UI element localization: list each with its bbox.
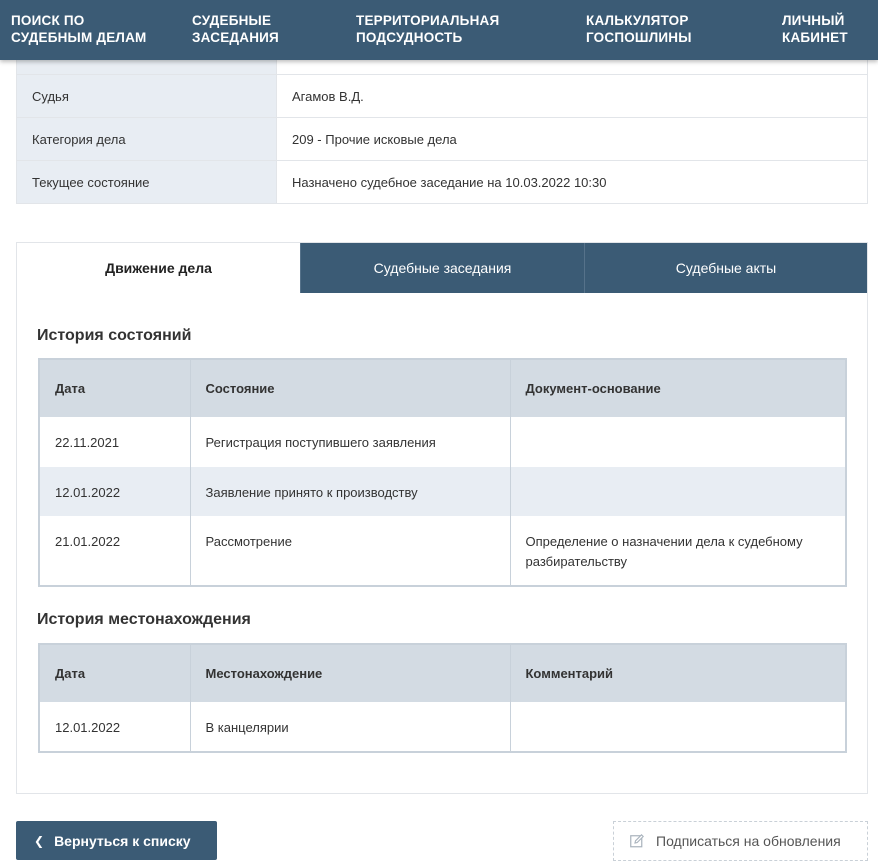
nav-court-sessions[interactable]: СУДЕБНЫЕ ЗАСЕДАНИЯ: [192, 13, 279, 45]
cell-date: 12.01.2022: [55, 485, 121, 500]
cell-state: Рассмотрение: [205, 534, 292, 549]
case-info-key: Категория дела: [17, 118, 277, 160]
cell-comment: [526, 702, 831, 718]
case-info-row: [17, 117, 867, 160]
column-header-document: Документ-основание: [510, 359, 846, 417]
table-header-row: [39, 359, 846, 417]
chevron-left-icon: ❮: [34, 833, 45, 848]
column-header-state: Состояние: [190, 359, 510, 417]
cell-document: Определение о назначении дела к судебному разбирательству: [525, 534, 803, 569]
cell-location: В канцелярии: [205, 720, 289, 735]
case-info-key: Текущее состояние: [17, 161, 277, 203]
subscribe-updates-button[interactable]: [613, 821, 868, 861]
case-info-row: [17, 74, 867, 117]
case-info-value: Агамов В.Д.: [292, 88, 364, 104]
states-history-title: История состояний: [37, 327, 192, 344]
nav-fee-calculator[interactable]: КАЛЬКУЛЯТОР ГОСПОШЛИНЫ: [586, 13, 692, 45]
table-row: [39, 417, 846, 467]
case-tabs-panel: [16, 242, 868, 794]
column-header-location: Местонахождение: [190, 644, 510, 702]
back-to-list-button[interactable]: [16, 821, 217, 860]
cell-date: 22.11.2021: [55, 435, 120, 450]
edit-icon: [630, 834, 644, 848]
column-header-date: Дата: [39, 359, 190, 417]
location-history-title: История местонахождения: [37, 611, 251, 628]
column-header-date: Дата: [39, 644, 190, 702]
tab-court-acts[interactable]: Судебные акты: [584, 243, 867, 293]
back-to-list-label: Вернуться к списку: [54, 832, 191, 849]
subscribe-updates-label: Подписаться на обновления: [656, 833, 841, 849]
case-info-value: Назначено судебное заседание на 10.03.2022 10:30: [292, 174, 607, 190]
nav-search-cases[interactable]: ПОИСК ПО СУДЕБНЫМ ДЕЛАМ: [11, 13, 147, 45]
cell-date: 12.01.2022: [55, 720, 121, 735]
tab-bar: [17, 243, 867, 293]
nav-jurisdiction[interactable]: ТЕРРИТОРИАЛЬНАЯ ПОДСУДНОСТЬ: [356, 13, 500, 45]
tab-court-sessions[interactable]: Судебные заседания: [300, 243, 584, 293]
column-header-comment: Комментарий: [510, 644, 846, 702]
cell-document: [526, 417, 831, 433]
cell-state: Регистрация поступившего заявления: [205, 435, 436, 450]
table-row: [39, 702, 846, 752]
table-row: [39, 467, 846, 516]
tab-case-movement[interactable]: Движение дела: [17, 243, 300, 293]
case-info-key: Судья: [17, 75, 277, 117]
top-navigation: [0, 0, 878, 60]
nav-personal-account[interactable]: ЛИЧНЫЙ КАБИНЕТ: [782, 13, 848, 45]
cell-state: Заявление принято к производству: [205, 485, 418, 500]
cell-document: [526, 467, 831, 483]
states-history-table: [38, 358, 847, 587]
table-row: [39, 516, 846, 586]
location-history-table: [38, 643, 847, 753]
case-info-value: 209 - Прочие исковые дела: [292, 131, 457, 147]
cell-date: 21.01.2022: [55, 534, 121, 549]
table-header-row: [39, 644, 846, 702]
case-info-row: [17, 160, 867, 203]
